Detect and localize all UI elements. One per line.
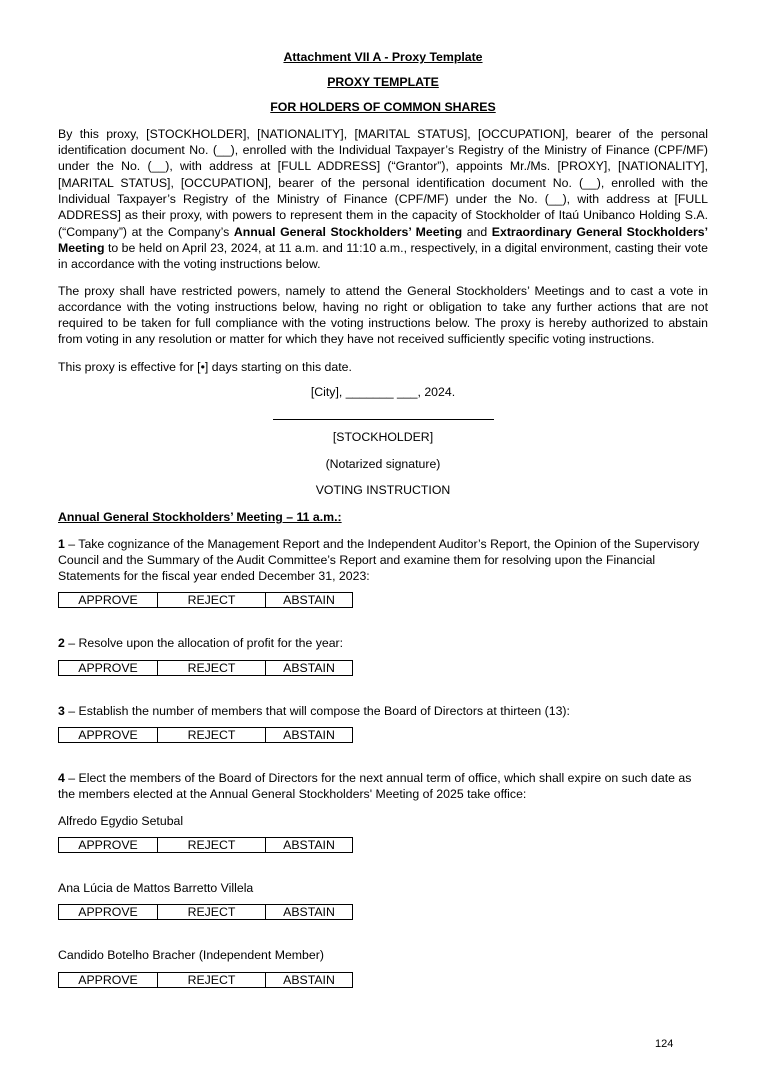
item-text: – Elect the members of the Board of Directors for the next annual term of office, which shall expire on such date as the members elected at the Annual General Stockholders' Meeting of 2025 take office:	[58, 771, 692, 802]
item-text: – Take cognizance of the Management Report and the Independent Auditor’s Report, the Opinion of the Supervisory Council and the Summary of the Audit Committee’s Report and examine them for resolving upon the Financial Statements for the fiscal year ended December 31, 2023:	[58, 536, 700, 584]
abstain-option[interactable]: ABSTAIN	[266, 660, 353, 675]
approve-option[interactable]: APPROVE	[59, 837, 158, 852]
date-line: [City], _______ ___, 2024.	[310, 385, 456, 400]
reject-option[interactable]: REJECT	[158, 972, 266, 987]
reject-option[interactable]: REJECT	[158, 837, 266, 852]
proxy-title: PROXY TEMPLATE	[327, 75, 439, 90]
item-number: 3	[58, 703, 65, 718]
candidate-name: Ana Lúcia de Mattos Barretto Villela	[58, 880, 254, 895]
voting-instruction-label: VOTING INSTRUCTION	[315, 482, 451, 497]
notarized-label: (Notarized signature)	[325, 456, 441, 471]
agenda-item-2	[58, 635, 708, 651]
vote-table-item-1	[58, 592, 353, 608]
grant-text-a: By this proxy, [STOCKHOLDER], [NATIONALITY], [MARITAL STATUS], [OCCUPATION], bearer of the personal identification document No. (__), enrolled with the Individual Taxpayer’s Registry of the Ministry of Finance (CPF/MF) under the No. (__), with address at [FULL ADDRESS] (“Grantor”), appoints Mr./Ms. [PROXY], [NATIONALITY], [MARITAL STATUS], [OCCUPATION], bearer of the personal identification document No. (__), enrolled with the Individual Taxpayer’s Registry of the Ministry of Finance (CPF/MF) under the No. (__), with address at [FULL ADDRESS] as their proxy, with powers to represent them in the capacity of Stockholder of Itaú Unibanco Holding S.A. (“Company”) at the Company’s	[58, 126, 708, 239]
candidate-name: Alfredo Egydio Setubal	[58, 813, 184, 828]
candidate-name: Candido Botelho Bracher (Independent Member)	[58, 948, 324, 963]
abstain-option[interactable]: ABSTAIN	[266, 905, 353, 920]
stockholder-label: [STOCKHOLDER]	[332, 430, 434, 445]
item-number: 4	[58, 771, 65, 786]
document-page	[58, 49, 708, 988]
approve-option[interactable]: APPROVE	[59, 972, 158, 987]
approve-option[interactable]: APPROVE	[59, 728, 158, 743]
item-number: 1	[58, 536, 65, 551]
grant-and: and	[466, 224, 488, 239]
item-text: – Resolve upon the allocation of profit for the year:	[64, 636, 344, 651]
item-number: 2	[58, 636, 65, 651]
grant-text-b: to be held on April 23, 2024, at 11 a.m. and 11:10 a.m., respectively, in a digital environment, casting their vote in accordance with the voting instructions below.	[58, 240, 708, 272]
approve-option[interactable]: APPROVE	[59, 660, 158, 675]
abstain-option[interactable]: ABSTAIN	[266, 972, 353, 987]
approve-option[interactable]: APPROVE	[59, 905, 158, 920]
effective-paragraph: This proxy is effective for [•] days starting on this date.	[58, 359, 352, 374]
abstain-option[interactable]: ABSTAIN	[266, 728, 353, 743]
reject-option[interactable]: REJECT	[158, 660, 266, 675]
section-title: Annual General Stockholders’ Meeting – 11 a.m.:	[58, 510, 342, 525]
abstain-option[interactable]: ABSTAIN	[266, 837, 353, 852]
agenda-item-3	[58, 703, 708, 719]
vote-table-item-3	[58, 727, 353, 743]
grant-paragraph	[58, 126, 708, 273]
agenda-item-4	[58, 770, 708, 803]
reject-option[interactable]: REJECT	[158, 728, 266, 743]
abstain-option[interactable]: ABSTAIN	[266, 593, 353, 608]
vote-table-candidate-1	[58, 837, 353, 853]
approve-option[interactable]: APPROVE	[59, 593, 158, 608]
reject-option[interactable]: REJECT	[158, 905, 266, 920]
signature-line	[273, 419, 494, 420]
reject-option[interactable]: REJECT	[158, 593, 266, 608]
agenda-item-1	[58, 536, 708, 585]
egm-bold: Extraordinary General Stockholders’ Meeting	[58, 224, 708, 255]
attachment-title: Attachment VII A - Proxy Template	[283, 50, 483, 64]
vote-table-item-2	[58, 660, 353, 676]
proxy-subtitle: FOR HOLDERS OF COMMON SHARES	[270, 99, 496, 114]
item-text: – Establish the number of members that will compose the Board of Directors at thirteen (13):	[64, 703, 570, 718]
page-number: 124	[655, 1038, 674, 1050]
agm-bold: Annual General Stockholders’ Meeting	[233, 224, 463, 239]
vote-table-candidate-2	[58, 904, 353, 920]
powers-paragraph: The proxy shall have restricted powers, namely to attend the General Stockholders’ Meetings and to cast a vote in accordance with the voting instructions below, having no right or obligation to take any further actions that are not required to be taken for full compliance with the voting instructions below. The proxy is hereby authorized to abstain from voting in any resolution or matter for which they have not received sufficiently specific voting instructions.	[58, 283, 708, 347]
vote-table-candidate-3	[58, 972, 353, 988]
